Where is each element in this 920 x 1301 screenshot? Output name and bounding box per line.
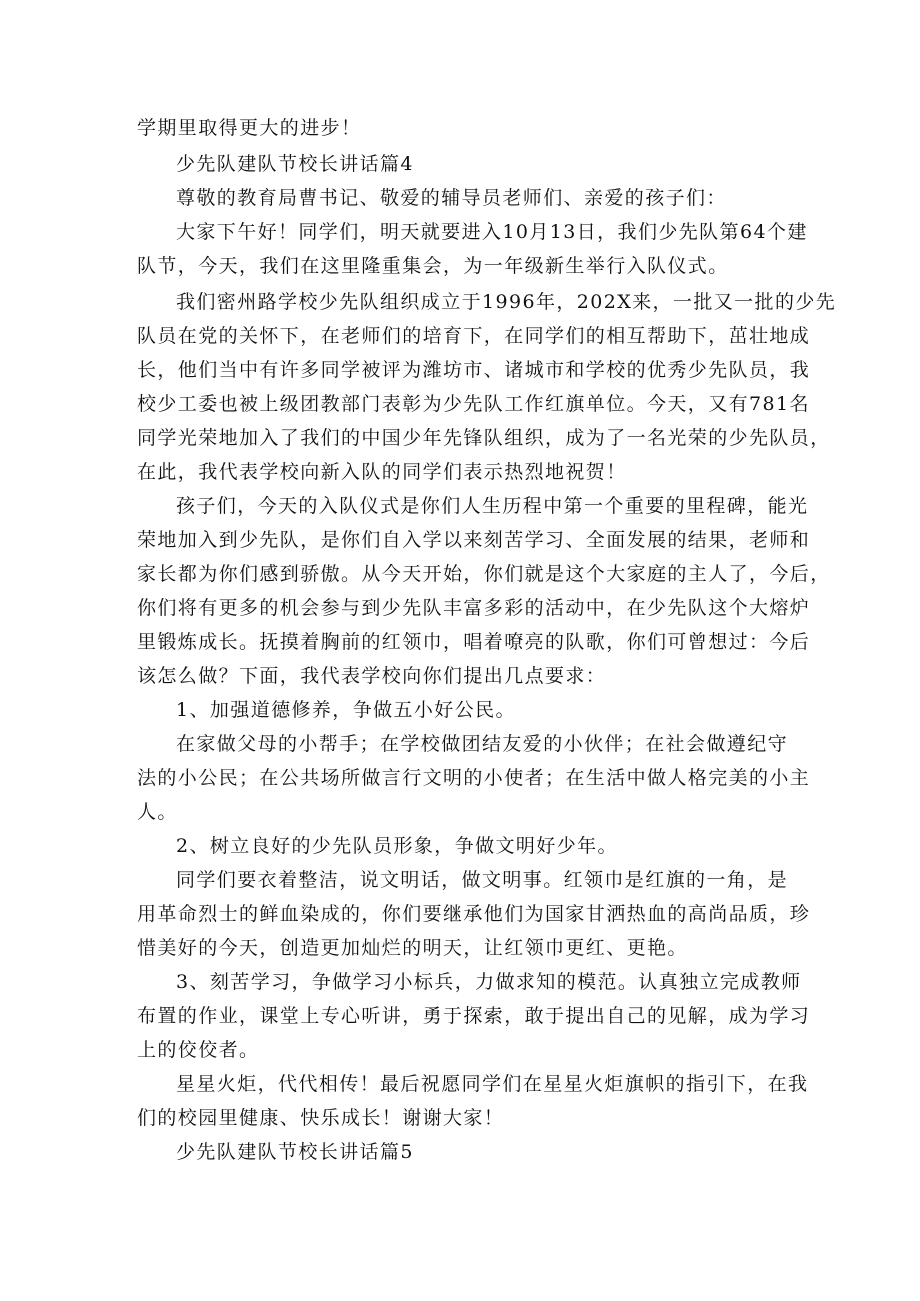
paragraph-line: 星星火炬，代代相传！最后祝愿同学们在星星火炬旗帜的指引下，在我 <box>176 1073 809 1095</box>
paragraph-line: 该怎么做？下面，我代表学校向你们提出几点要求： <box>137 665 607 687</box>
list-item-2: 2、树立良好的少先队员形象，争做文明好少年。 <box>176 835 618 857</box>
paragraph-line: 你们将有更多的机会参与到少先队丰富多彩的活动中，在少先队这个大熔炉 <box>137 597 811 619</box>
paragraph-line: 在家做父母的小帮手；在学校做团结友爱的小伙伴；在社会做遵纪守 <box>176 733 789 755</box>
paragraph-line: 学期里取得更大的进步！ <box>137 117 362 139</box>
paragraph-line: 荣地加入到少先队，是你们自入学以来刻苦学习、全面发展的结果，老师和 <box>137 529 811 551</box>
salutation: 尊敬的教育局曹书记、敬爱的辅导员老师们、亲爱的孩子们： <box>176 187 727 209</box>
paragraph-line: 我们密州路学校少先队组织成立于1996年，202X来，一批又一批的少先 <box>176 291 837 313</box>
paragraph-line: 大家下午好！同学们，明天就要进入10月13日，我们少先队第64个建 <box>176 221 808 243</box>
list-item-3: 3、刻苦学习，争做学习小标兵，力做求知的模范。认真独立完成教师 <box>176 971 802 993</box>
paragraph-line: 法的小公民；在公共场所做言行文明的小使者；在生活中做人格完美的小主 <box>137 767 811 789</box>
section-heading: 少先队建队节校长讲话篇5 <box>176 1141 414 1163</box>
paragraph-line: 惜美好的今天，创造更加灿烂的明天，让红领巾更红、更艳。 <box>137 937 688 959</box>
paragraph-line: 同学光荣地加入了我们的中国少年先锋队组织，成为了一名光荣的少先队员， <box>137 427 831 449</box>
paragraph-line: 长，他们当中有许多同学被评为潍坊市、诸城市和学校的优秀少先队员，我 <box>137 359 811 381</box>
paragraph-line: 在此，我代表学校向新入队的同学们表示热烈地祝贺！ <box>137 461 627 483</box>
paragraph-line: 同学们要衣着整洁，说文明话，做文明事。红领巾是红旗的一角，是 <box>176 869 789 891</box>
paragraph-line: 队员在党的关怀下，在老师们的培育下，在同学们的相互帮助下，茁壮地成 <box>137 325 811 347</box>
paragraph-line: 里锻炼成长。抚摸着胸前的红领巾，唱着嘹亮的队歌，你们可曾想过：今后 <box>137 631 811 653</box>
list-item-1: 1、加强道德修养，争做五小好公民。 <box>176 699 516 721</box>
paragraph-line: 用革命烈士的鲜血染成的，你们要继承他们为国家甘洒热血的高尚品质，珍 <box>137 903 811 925</box>
paragraph-line: 们的校园里健康、快乐成长！谢谢大家！ <box>137 1107 505 1129</box>
paragraph-line: 孩子们，今天的入队仪式是你们人生历程中第一个重要的里程碑，能光 <box>176 495 809 517</box>
paragraph-line: 人。 <box>137 801 178 823</box>
paragraph-line: 队节，今天，我们在这里隆重集会，为一年级新生举行入队仪式。 <box>137 255 729 277</box>
paragraph-line: 上的佼佼者。 <box>137 1039 260 1061</box>
section-heading: 少先队建队节校长讲话篇4 <box>176 153 414 175</box>
paragraph-line: 校少工委也被上级团教部门表彰为少先队工作红旗单位。今天，又有781名 <box>137 393 810 415</box>
paragraph-line: 布置的作业，课堂上专心听讲，勇于探索，敢于提出自己的见解，成为学习 <box>137 1005 811 1027</box>
paragraph-line: 家长都为你们感到骄傲。从今天开始，你们就是这个大家庭的主人了，今后， <box>137 563 831 585</box>
